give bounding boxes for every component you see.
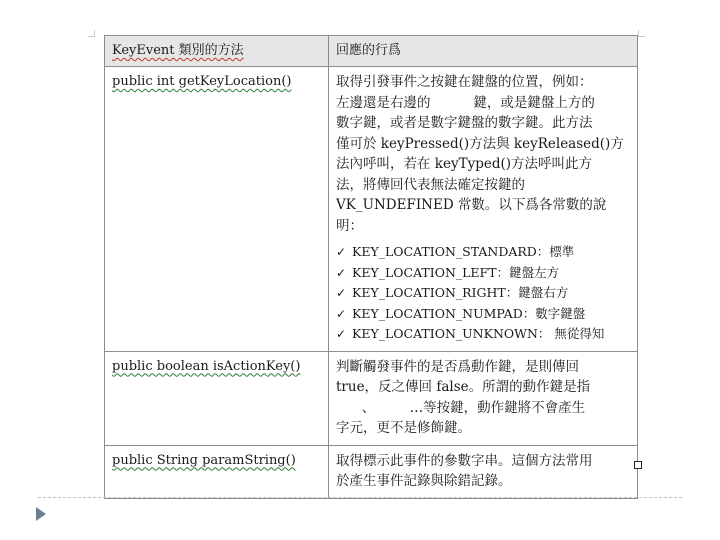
description-line: 左邊還是右邊的 鍵，或是鍵盤上方的 <box>336 94 595 111</box>
description-line: 數字鍵，或者是數字鍵盤的數字鍵。此方法 <box>336 115 593 131</box>
list-item: ✓ KEY_LOCATION_STANDARD：標準 <box>336 242 630 263</box>
description-line: 取得標示此事件的參數字串。這個方法常用 <box>336 452 593 469</box>
check-icon: ✓ <box>336 327 347 341</box>
constant-list <box>336 242 630 345</box>
description-line: 法內呼叫，若在 keyTyped()方法呼叫此方 <box>336 156 593 172</box>
check-icon: ✓ <box>336 265 347 280</box>
header-method: KeyEvent 類別的方法 <box>105 36 329 67</box>
description-line: 明： <box>336 217 363 234</box>
description-cell <box>329 445 638 498</box>
description-line: 於產生事件記錄與除錯記錄。 <box>336 473 512 489</box>
description-line: 字元，更不是修飾鍵。 <box>336 420 471 436</box>
description-line: VK_UNDEFINED 常數。以下爲各常數的說 <box>336 197 607 213</box>
table-row <box>105 67 638 352</box>
description-line: 僅可於 keyPressed()方法與 keyReleased()方 <box>336 135 624 152</box>
method-table <box>104 35 638 499</box>
check-icon: ✓ <box>336 306 347 321</box>
list-item: ✓ KEY_LOCATION_UNKNOWN： 無從得知 <box>336 324 630 345</box>
crop-mark-top-left <box>88 30 95 37</box>
description-line: 、 …等按鍵，動作鍵將不會產生 <box>336 399 586 416</box>
description-line: 法，將傳回代表無法確定按鍵的 <box>336 176 525 193</box>
triangle-bullet-icon <box>36 507 46 521</box>
resize-handle[interactable] <box>634 461 642 469</box>
check-icon: ✓ <box>336 286 347 300</box>
description-line: 取得引發事件之按鍵在鍵盤的位置，例如： <box>336 74 593 90</box>
description-line: 判斷觸發事件的是否爲動作鍵，是則傳回 <box>336 358 579 375</box>
header-behavior: 回應的行爲 <box>329 36 638 67</box>
description-text <box>336 451 630 492</box>
method-cell: public int getKeyLocation() <box>105 67 329 352</box>
method-cell: public String paramString() <box>105 445 329 498</box>
table-row <box>105 445 638 498</box>
list-item: ✓ KEY_LOCATION_RIGHT：鍵盤右方 <box>336 283 630 304</box>
crop-mark-top-right <box>638 30 645 37</box>
list-item: ✓ KEY_LOCATION_LEFT：鍵盤左方 <box>336 263 630 284</box>
description-line: true，反之傳回 false。所謂的動作鍵是指 <box>336 379 591 395</box>
keyevent-method-table <box>104 35 637 499</box>
description-text <box>336 72 630 236</box>
slide-divider <box>38 497 682 498</box>
table-header-row <box>105 36 638 67</box>
list-item: ✓ KEY_LOCATION_NUMPAD：數字鍵盤 <box>336 304 630 325</box>
description-cell <box>329 67 638 352</box>
description-text <box>336 357 630 439</box>
check-icon: ✓ <box>336 245 347 259</box>
table-row <box>105 351 638 445</box>
method-cell: public boolean isActionKey() <box>105 351 329 445</box>
description-cell <box>329 351 638 445</box>
